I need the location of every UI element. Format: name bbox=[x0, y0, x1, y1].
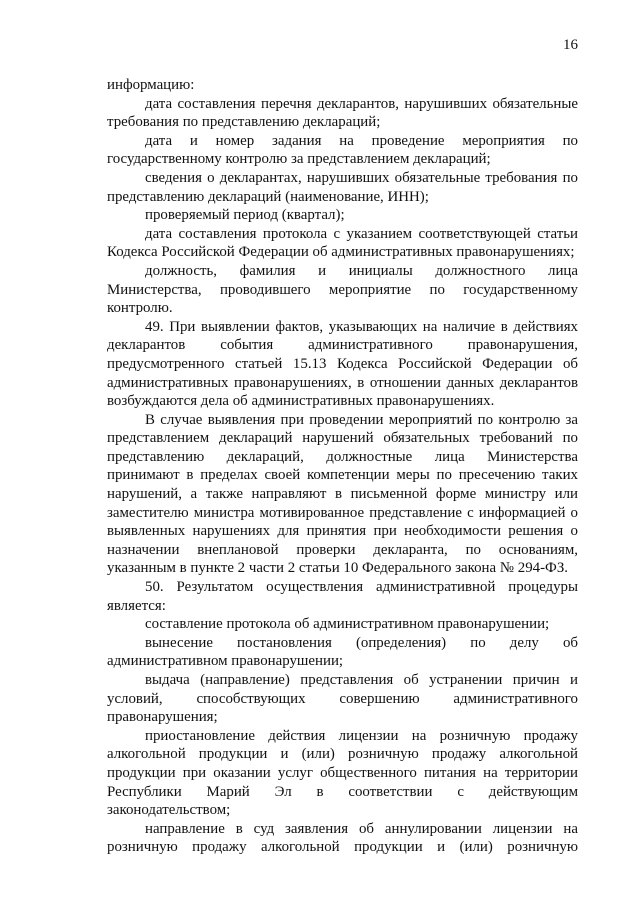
paragraph: вынесение постановления (определения) по делу об административном правонарушении; bbox=[107, 634, 578, 670]
paragraph: дата составления перечня декларантов, нарушивших обязательные требования по представлению деклараций; bbox=[107, 95, 578, 131]
paragraph: должность, фамилия и инициалы должностного лица Министерства, проводившего мероприятие по государственному контролю. bbox=[107, 262, 578, 317]
paragraph: приостановление действия лицензии на розничную продажу алкогольной продукции и (или) розничную продажу алкогольной продукции при оказании услуг общественного питания на территории Республики Марий Эл в соответствии с действующим законодательством; bbox=[107, 727, 578, 819]
paragraph: составление протокола об административном правонарушении; bbox=[145, 616, 550, 633]
paragraph: дата составления протокола с указанием соответствующей статьи Кодекса Российской Федерации об административных правонарушениях; bbox=[107, 225, 578, 261]
paragraph: В случае выявления при проведении мероприятий по контролю за представлением деклараций нарушений обязательных требований по представлению деклараций, должностные лица Министерства принимают в пределах своей компетенции меры по пресечению таких нарушений, а также направляют в письменной форме министру или заместителю министра мотивированное представление с информацией о выявленных нарушениях для принятия при необходимости решения о назначении внеплановой проверки декларанта, по основаниям, указанным в пункте 2 части 2 статьи 10 Федерального закона № 294-ФЗ. bbox=[107, 411, 578, 577]
page-number: 16 bbox=[563, 37, 578, 53]
paragraph: 50. Результатом осуществления административной процедуры является: bbox=[107, 579, 578, 614]
paragraph: направление в суд заявления об аннулировании лицензии на розничную продажу алкогольной продукции и (или) розничную bbox=[107, 820, 578, 856]
document-body bbox=[107, 76, 578, 857]
paragraph: информацию: bbox=[107, 77, 195, 93]
paragraph: сведения о декларантах, нарушивших обязательные требования по представлению деклараций (наименование, ИНН); bbox=[107, 169, 578, 205]
paragraph: выдача (направление) представления об устранении причин и условий, способствующих совершению административного правонарушения; bbox=[107, 672, 578, 726]
paragraph: 49. При выявлении фактов, указывающих на наличие в действиях декларантов события административного правонарушения, предусмотренного статьей 15.13 Кодекса Российской Федерации об административных правонарушениях, в отношении данных декларантов возбуждаются дела об административных правонарушениях. bbox=[107, 318, 578, 410]
paragraph: проверяемый период (квартал); bbox=[145, 207, 345, 224]
paragraph: дата и номер задания на проведение мероприятия по государственному контролю за представлением деклараций; bbox=[107, 132, 578, 168]
